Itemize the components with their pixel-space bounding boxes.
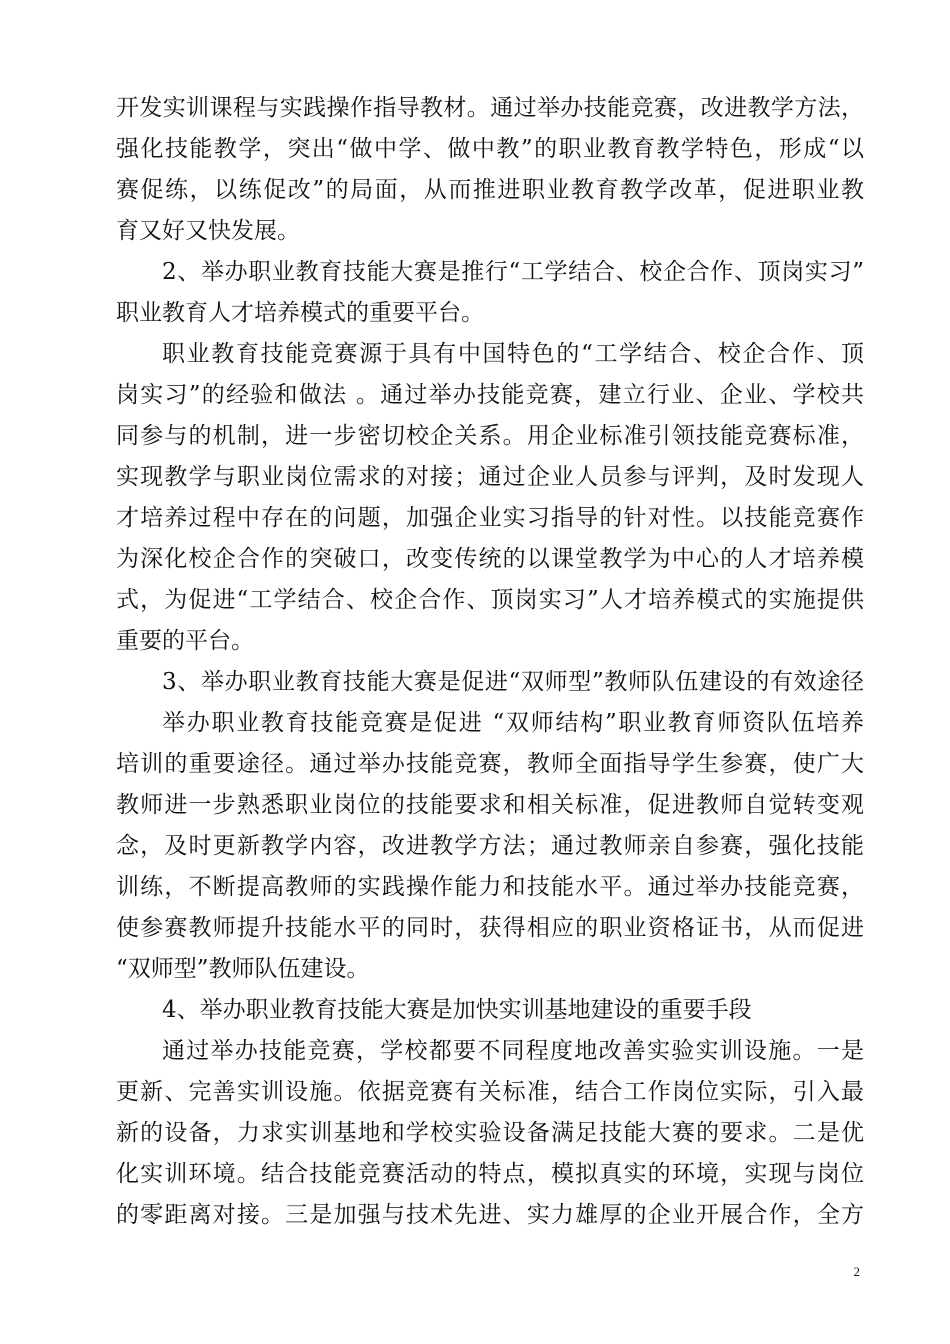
text-line: 开发实训课程与实践操作指导教材。通过举办技能竞赛，改进教学方法， bbox=[116, 95, 864, 121]
text-line: 赛促练，以练促改”的局面，从而推进职业教育教学改革，促进职业教 bbox=[116, 177, 864, 203]
text-line: 强化技能教学，突出“做中学、做中教”的职业教育教学特色，形成“以 bbox=[116, 136, 864, 162]
text-line: 培训的重要途径。通过举办技能竞赛，教师全面指导学生参赛，使广大 bbox=[116, 751, 864, 777]
text-line: 才培养过程中存在的问题，加强企业实习指导的针对性。以技能竞赛作 bbox=[116, 505, 864, 531]
section-heading-4: 4、举办职业教育技能大赛是加快实训基地建设的重要手段 bbox=[162, 997, 752, 1023]
text-line: “双师型”教师队伍建设。 bbox=[116, 956, 370, 982]
text-line: 的零距离对接。三是加强与技术先进、实力雄厚的企业开展合作，全方 bbox=[116, 1202, 864, 1228]
text-line: 化实训环境。结合技能竞赛活动的特点，模拟真实的环境，实现与岗位 bbox=[116, 1161, 864, 1187]
section-heading-2: 2、举办职业教育技能大赛是推行“工学结合、校企合作、顶岗实习” bbox=[162, 259, 864, 285]
text-line: 训练，不断提高教师的实践操作能力和技能水平。通过举办技能竞赛， bbox=[116, 874, 864, 900]
text-line: 重要的平台。 bbox=[116, 628, 254, 654]
page-number: 2 bbox=[853, 1264, 860, 1279]
text-line: 同参与的机制，进一步密切校企关系。用企业标准引领技能竞赛标准， bbox=[116, 423, 864, 449]
section-heading-2-cont: 职业教育人才培养模式的重要平台。 bbox=[116, 300, 484, 326]
text-line: 念，及时更新教学内容，改进教学方法；通过教师亲自参赛，强化技能 bbox=[116, 833, 864, 859]
text-line: 育又好又快发展。 bbox=[116, 218, 300, 244]
text-line: 岗实习”的经验和做法 。通过举办技能竞赛，建立行业、企业、学校共 bbox=[116, 382, 864, 408]
text-line: 更新、完善实训设施。依据竞赛有关标准，结合工作岗位实际，引入最 bbox=[116, 1079, 864, 1105]
text-line: 实现教学与职业岗位需求的对接；通过企业人员参与评判，及时发现人 bbox=[116, 464, 864, 490]
text-line: 通过举办技能竞赛，学校都要不同程度地改善实验实训设施。一是 bbox=[162, 1038, 864, 1064]
text-line: 新的设备，力求实训基地和学校实验设备满足技能大赛的要求。二是优 bbox=[116, 1120, 864, 1146]
text-line: 为深化校企合作的突破口，改变传统的以课堂教学为中心的人才培养模 bbox=[116, 546, 864, 572]
text-line: 举办职业教育技能竞赛是促进 “双师结构”职业教育师资队伍培养 bbox=[162, 710, 864, 736]
section-heading-3: 3、举办职业教育技能大赛是促进“双师型”教师队伍建设的有效途径 bbox=[162, 669, 864, 695]
text-line: 式，为促进“工学结合、校企合作、顶岗实习”人才培养模式的实施提供 bbox=[116, 587, 864, 613]
text-line: 职业教育技能竞赛源于具有中国特色的“工学结合、校企合作、顶 bbox=[162, 341, 864, 367]
text-line: 使参赛教师提升技能水平的同时，获得相应的职业资格证书，从而促进 bbox=[116, 915, 864, 941]
text-line: 教师进一步熟悉职业岗位的技能要求和相关标准，促进教师自觉转变观 bbox=[116, 792, 864, 818]
